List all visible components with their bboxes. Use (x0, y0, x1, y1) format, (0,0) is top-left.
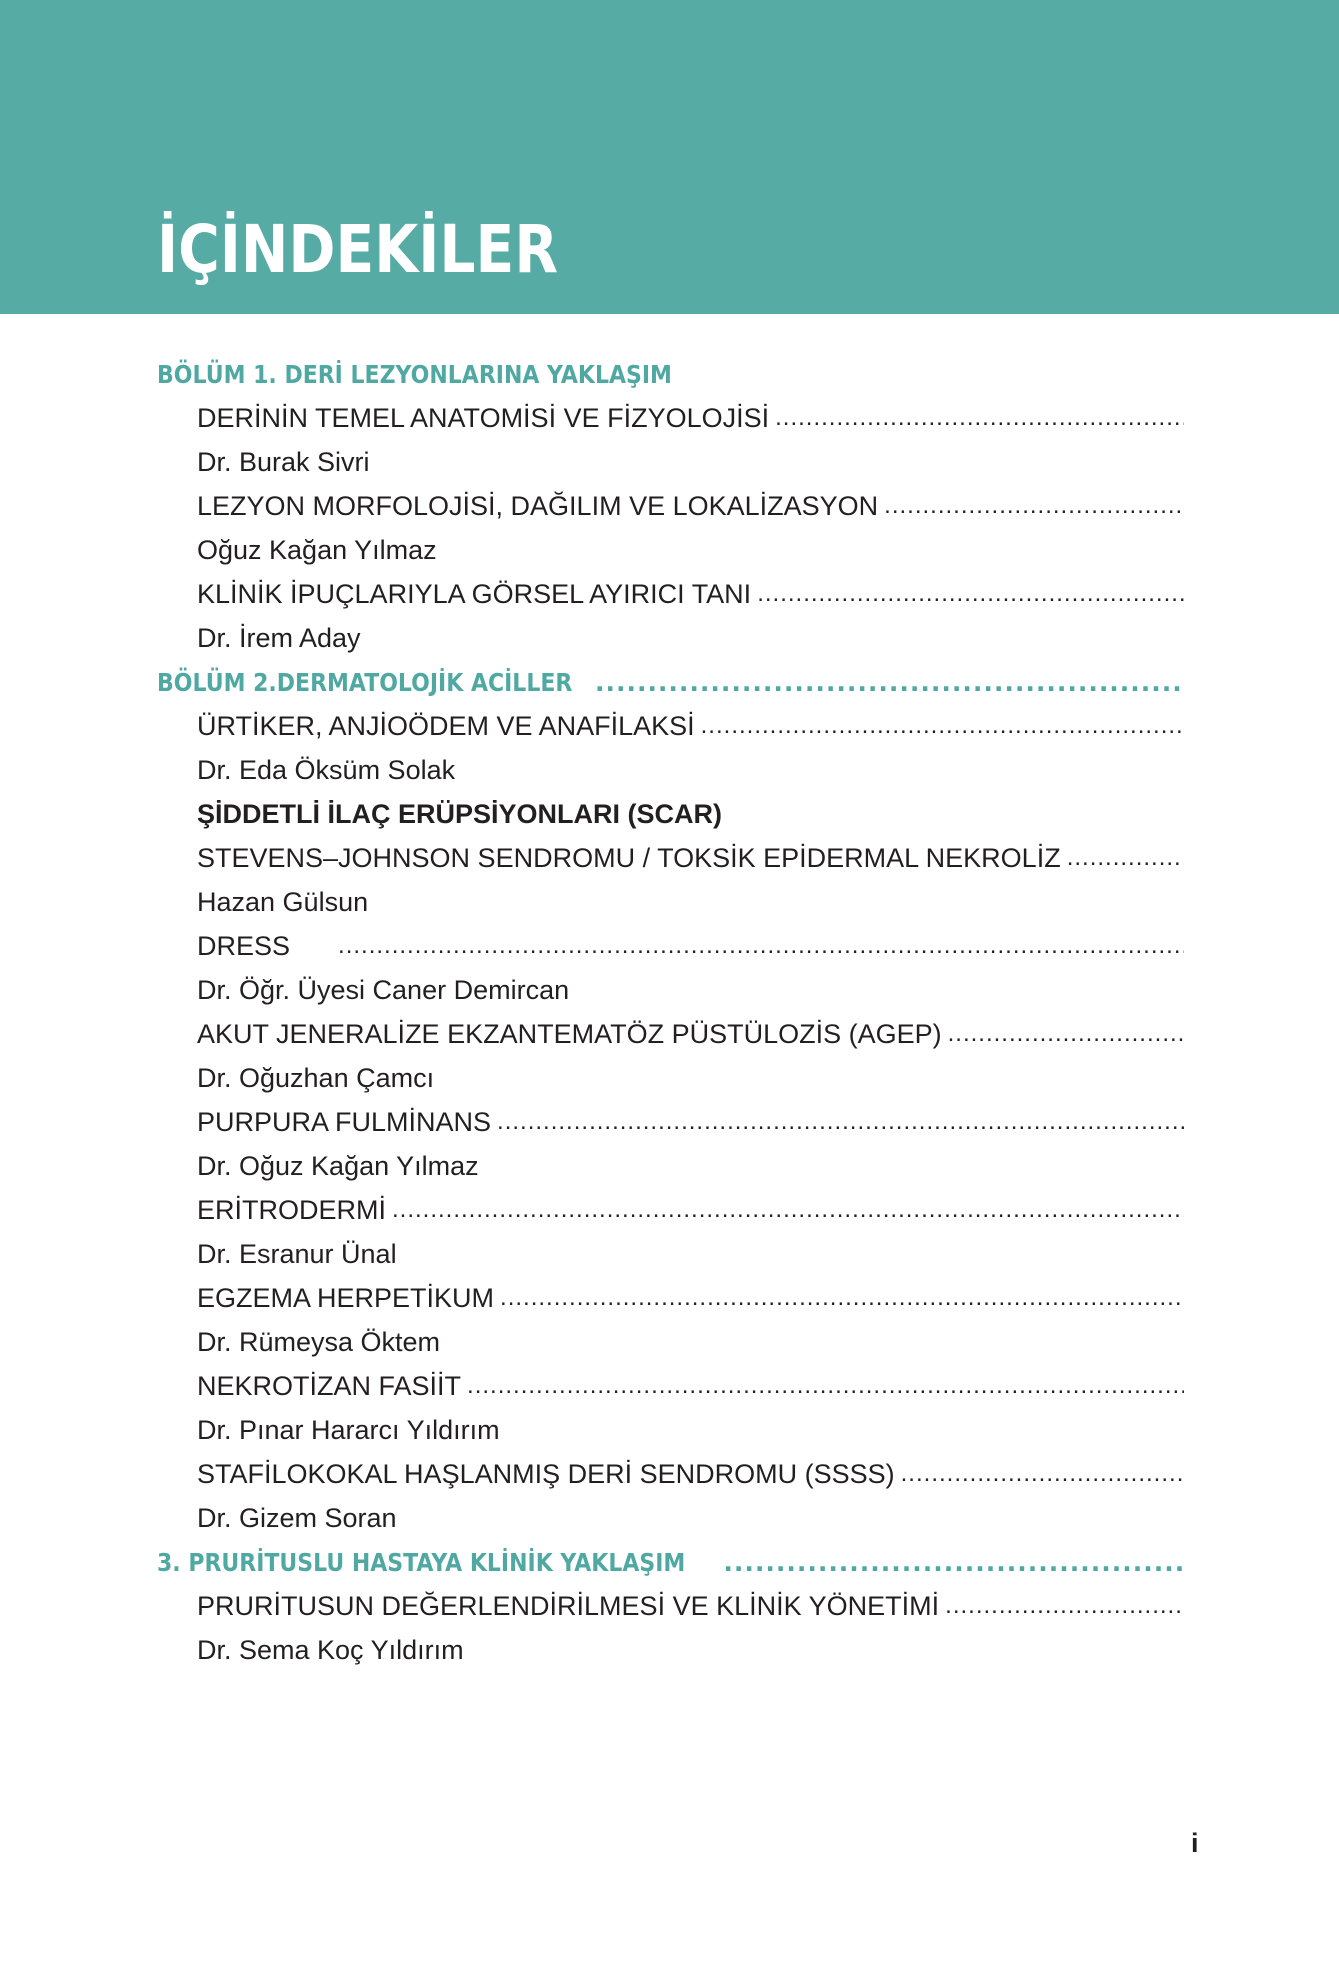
toc-author (157, 1144, 1184, 1188)
dot-leader (392, 1196, 1184, 1224)
header-band (0, 0, 1339, 314)
dot-leader (595, 668, 1184, 697)
toc-chapter-label: EGZEMA HERPETİKUM (197, 1282, 495, 1313)
toc-chapter[interactable] (157, 396, 1184, 440)
toc-chapter[interactable] (157, 704, 1184, 748)
toc-author-label: Dr. Pınar Hararcı Yıldırım (197, 1414, 500, 1445)
toc-author-label: Dr. Gizem Soran (197, 1502, 397, 1533)
toc-chapter[interactable] (157, 1276, 1184, 1320)
toc-chapter[interactable] (157, 924, 1184, 968)
dot-leader (467, 1372, 1184, 1400)
dot-leader (701, 712, 1184, 740)
toc-author-label: Dr. Öğr. Üyesi Caner Demircan (197, 974, 570, 1005)
toc-section[interactable] (157, 660, 1184, 704)
toc-chapter[interactable] (157, 484, 1184, 528)
toc-chapter-label: PRURİTUSUN DEĞERLENDİRİLMESİ VE KLİNİK YÖNETİMİ (197, 1590, 940, 1621)
toc-chapter-label: KLİNİK İPUÇLARIYLA GÖRSEL AYIRICI TANI (197, 578, 752, 609)
toc-chapter[interactable] (157, 1364, 1184, 1408)
toc-chapter[interactable] (157, 1100, 1184, 1144)
toc-author (157, 748, 1184, 792)
dot-leader (1067, 844, 1184, 872)
toc-chapter-label: NEKROTİZAN FASİİT (197, 1370, 462, 1401)
dot-leader (497, 1108, 1184, 1136)
toc-chapter-label: LEZYON MORFOLOJİSİ, DAĞILIM VE LOKALİZASYON (197, 490, 879, 521)
dot-leader (775, 404, 1184, 432)
toc-author (157, 880, 1184, 924)
toc-author-label: Dr. Oğuzhan Çamcı (197, 1062, 435, 1093)
toc-author (157, 616, 1184, 660)
toc-author (157, 968, 1184, 1012)
toc-section[interactable] (157, 352, 1184, 396)
page-title: İÇİNDEKİLER (157, 211, 559, 288)
dot-leader (500, 1284, 1184, 1312)
toc-chapter[interactable] (157, 572, 1184, 616)
toc-author (157, 528, 1184, 572)
dot-leader (757, 580, 1184, 608)
table-of-contents (157, 352, 1184, 1672)
toc-chapter[interactable] (157, 1584, 1184, 1628)
toc-author-label: Dr. Oğuz Kağan Yılmaz (197, 1150, 479, 1181)
toc-subheading-label: ŞİDDETLİ İLAÇ ERÜPSİYONLARI (SCAR) (197, 798, 723, 829)
toc-chapter-label: PURPURA FULMİNANS (197, 1106, 492, 1137)
dot-leader (723, 1548, 1184, 1577)
toc-author-label: Oğuz Kağan Yılmaz (197, 534, 437, 565)
dot-leader (945, 1592, 1184, 1620)
dot-leader (338, 932, 1184, 960)
toc-chapter-label: ERİTRODERMİ (197, 1194, 386, 1225)
toc-chapter[interactable] (157, 1188, 1184, 1232)
page-number: i (1191, 1828, 1199, 1858)
toc-chapter-label: AKUT JENERALİZE EKZANTEMATÖZ PÜSTÜLOZİS (AGEP) (197, 1018, 942, 1049)
toc-author-label: Dr. Esranur Ünal (197, 1238, 397, 1269)
toc-chapter-label: STAFİLOKOKAL HAŞLANMIŞ DERİ SENDROMU (SSSS) (197, 1458, 895, 1489)
toc-section-label: 3. PRURİTUSLU HASTAYA KLİNİK YAKLAŞIM (157, 1547, 686, 1577)
toc-author-label: Dr. Burak Sivri (197, 446, 370, 477)
toc-author-label: Dr. Eda Öksüm Solak (197, 754, 456, 785)
dot-leader (948, 1020, 1184, 1048)
toc-section-label: BÖLÜM 1. DERİ LEZYONLARINA YAKLAŞIM (157, 359, 672, 389)
toc-author (157, 1232, 1184, 1276)
toc-section-label: BÖLÜM 2.DERMATOLOJİK ACİLLER (157, 667, 573, 697)
toc-subheading (157, 792, 1184, 836)
toc-author (157, 1320, 1184, 1364)
toc-chapter-label: STEVENS–JOHNSON SENDROMU / TOKSİK EPİDERMAL NEKROLİZ (197, 842, 1061, 873)
toc-chapter[interactable] (157, 836, 1184, 880)
toc-chapter[interactable] (157, 1012, 1184, 1056)
toc-author (157, 1408, 1184, 1452)
toc-chapter-label: ÜRTİKER, ANJİOÖDEM VE ANAFİLAKSİ (197, 710, 695, 741)
toc-author-label: Dr. Rümeysa Öktem (197, 1326, 441, 1357)
toc-author (157, 1496, 1184, 1540)
toc-author-label: Dr. Sema Koç Yıldırım (197, 1634, 464, 1665)
toc-chapter-label: DRESS (197, 930, 291, 961)
toc-author (157, 1056, 1184, 1100)
toc-author-label: Dr. İrem Aday (197, 622, 361, 653)
toc-section[interactable] (157, 1540, 1184, 1584)
toc-chapter[interactable] (157, 1452, 1184, 1496)
toc-author (157, 1628, 1184, 1672)
toc-chapter-label: DERİNİN TEMEL ANATOMİSİ VE FİZYOLOJİSİ (197, 402, 770, 433)
dot-leader (901, 1460, 1184, 1488)
toc-author (157, 440, 1184, 484)
dot-leader (884, 492, 1184, 520)
toc-author-label: Hazan Gülsun (197, 886, 369, 917)
